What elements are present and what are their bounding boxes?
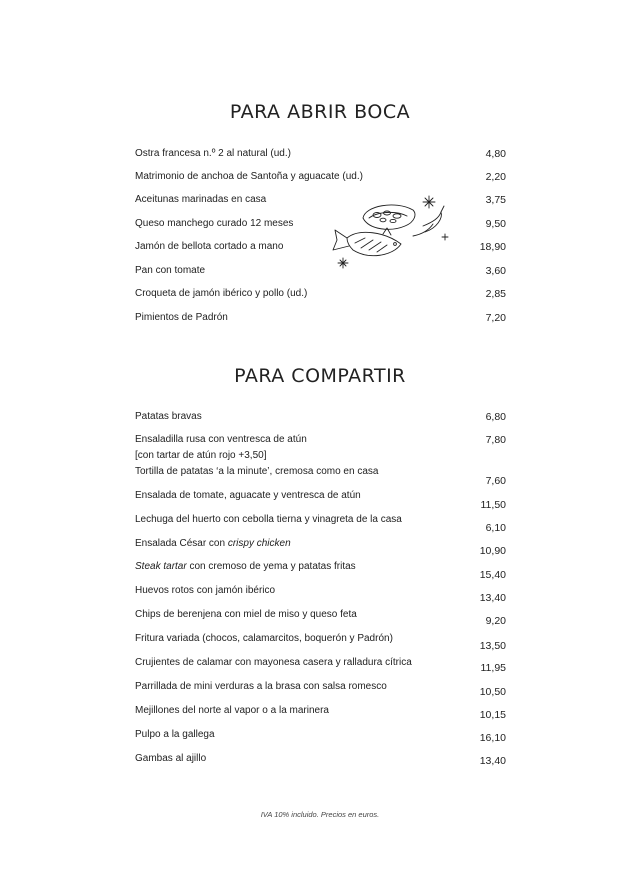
menu-item-name: Ostra francesa n.º 2 al natural (ud.) <box>135 148 291 159</box>
menu-item-name: Ensaladilla rusa con ventresca de atún <box>135 434 307 445</box>
menu-item-price: 7,80 <box>485 434 506 446</box>
menu-item-price: 11,95 <box>480 662 506 674</box>
footer-note: IVA 10% incluido. Precios en euros. <box>260 810 380 819</box>
menu-item-name: Huevos rotos con jamón ibérico <box>135 585 276 596</box>
menu-item-name: Mejillones del norte al vapor o a la marinera <box>135 705 329 716</box>
menu-item-name: Pulpo a la gallega <box>135 729 215 740</box>
section-title-para-abrir-boca: PARA ABRIR BOCA <box>229 101 411 123</box>
menu-item-note: [con tartar de atún rojo +3,50] <box>135 450 267 461</box>
menu-item-price: 13,40 <box>479 592 506 604</box>
menu-item-price: 13,40 <box>479 755 506 767</box>
menu-item-price: 4,80 <box>485 148 506 160</box>
menu-item-name: Jamón de bellota cortado a mano <box>135 241 284 252</box>
menu-item-name: Queso manchego curado 12 meses <box>135 218 294 229</box>
menu-item-name: Pan con tomate <box>135 265 206 276</box>
menu-item-name: Pimientos de Padrón <box>135 312 228 323</box>
menu-item-price: 9,20 <box>485 615 506 627</box>
menu-item-name: Patatas bravas <box>135 411 202 422</box>
menu-item-price: 10,90 <box>479 545 506 557</box>
menu-item-price: 2,85 <box>485 288 506 300</box>
menu-item-name: Matrimonio de anchoa de Santoña y aguacate (ud.) <box>135 171 363 182</box>
section-title-para-compartir: PARA COMPARTIR <box>234 365 406 387</box>
menu-item-name: Parrillada de mini verduras a la brasa con salsa romesco <box>135 681 387 692</box>
menu-item-name-italic: Steak tartar <box>135 561 187 572</box>
menu-item-price: 7,20 <box>485 312 506 324</box>
menu-item-name: Lechuga del huerto con cebolla tierna y vinagreta de la casa <box>135 514 402 525</box>
menu-item-price: 6,80 <box>485 411 506 423</box>
menu-item-price: 2,20 <box>485 171 506 183</box>
menu-item-name: Gambas al ajillo <box>135 753 207 764</box>
menu-item-price: 10,50 <box>479 686 506 698</box>
menu-item-price: 3,60 <box>485 265 506 277</box>
menu-item-price: 9,50 <box>485 218 506 230</box>
menu-item-name-text: con cremoso de yema y patatas fritas <box>186 561 356 572</box>
menu-item-name: Aceitunas marinadas en casa <box>135 194 267 205</box>
menu-item-price: 11,50 <box>480 499 506 511</box>
menu-item-name <box>135 561 356 572</box>
menu-item-price: 3,75 <box>485 194 506 206</box>
menu-item-price: 18,90 <box>479 241 506 253</box>
menu-item-name: Croqueta de jamón ibérico y pollo (ud.) <box>135 288 308 299</box>
menu-item-name: Crujientes de calamar con mayonesa casera y ralladura cítrica <box>135 657 412 668</box>
food-illustration-icon <box>325 188 455 276</box>
menu-item-name: Ensalada de tomate, aguacate y ventresca de atún <box>135 490 361 501</box>
menu-item-name: Fritura variada (chocos, calamarcitos, boquerón y Padrón) <box>135 633 393 644</box>
menu-item-name-text: Ensalada César con <box>135 538 228 549</box>
menu-item-price: 7,60 <box>485 475 506 487</box>
menu-item-price: 15,40 <box>479 569 506 581</box>
menu-item-price: 16,10 <box>479 732 506 744</box>
menu-item-name: Tortilla de patatas ‘a la minute’, cremosa como en casa <box>135 466 379 477</box>
menu-item-name <box>135 538 291 549</box>
menu-item-price: 6,10 <box>485 522 506 534</box>
menu-item-name-italic: crispy chicken <box>227 538 291 549</box>
menu-item-price: 10,15 <box>479 709 506 721</box>
menu-item-price: 13,50 <box>479 640 506 652</box>
menu-item-name: Chips de berenjena con miel de miso y queso feta <box>135 609 357 620</box>
